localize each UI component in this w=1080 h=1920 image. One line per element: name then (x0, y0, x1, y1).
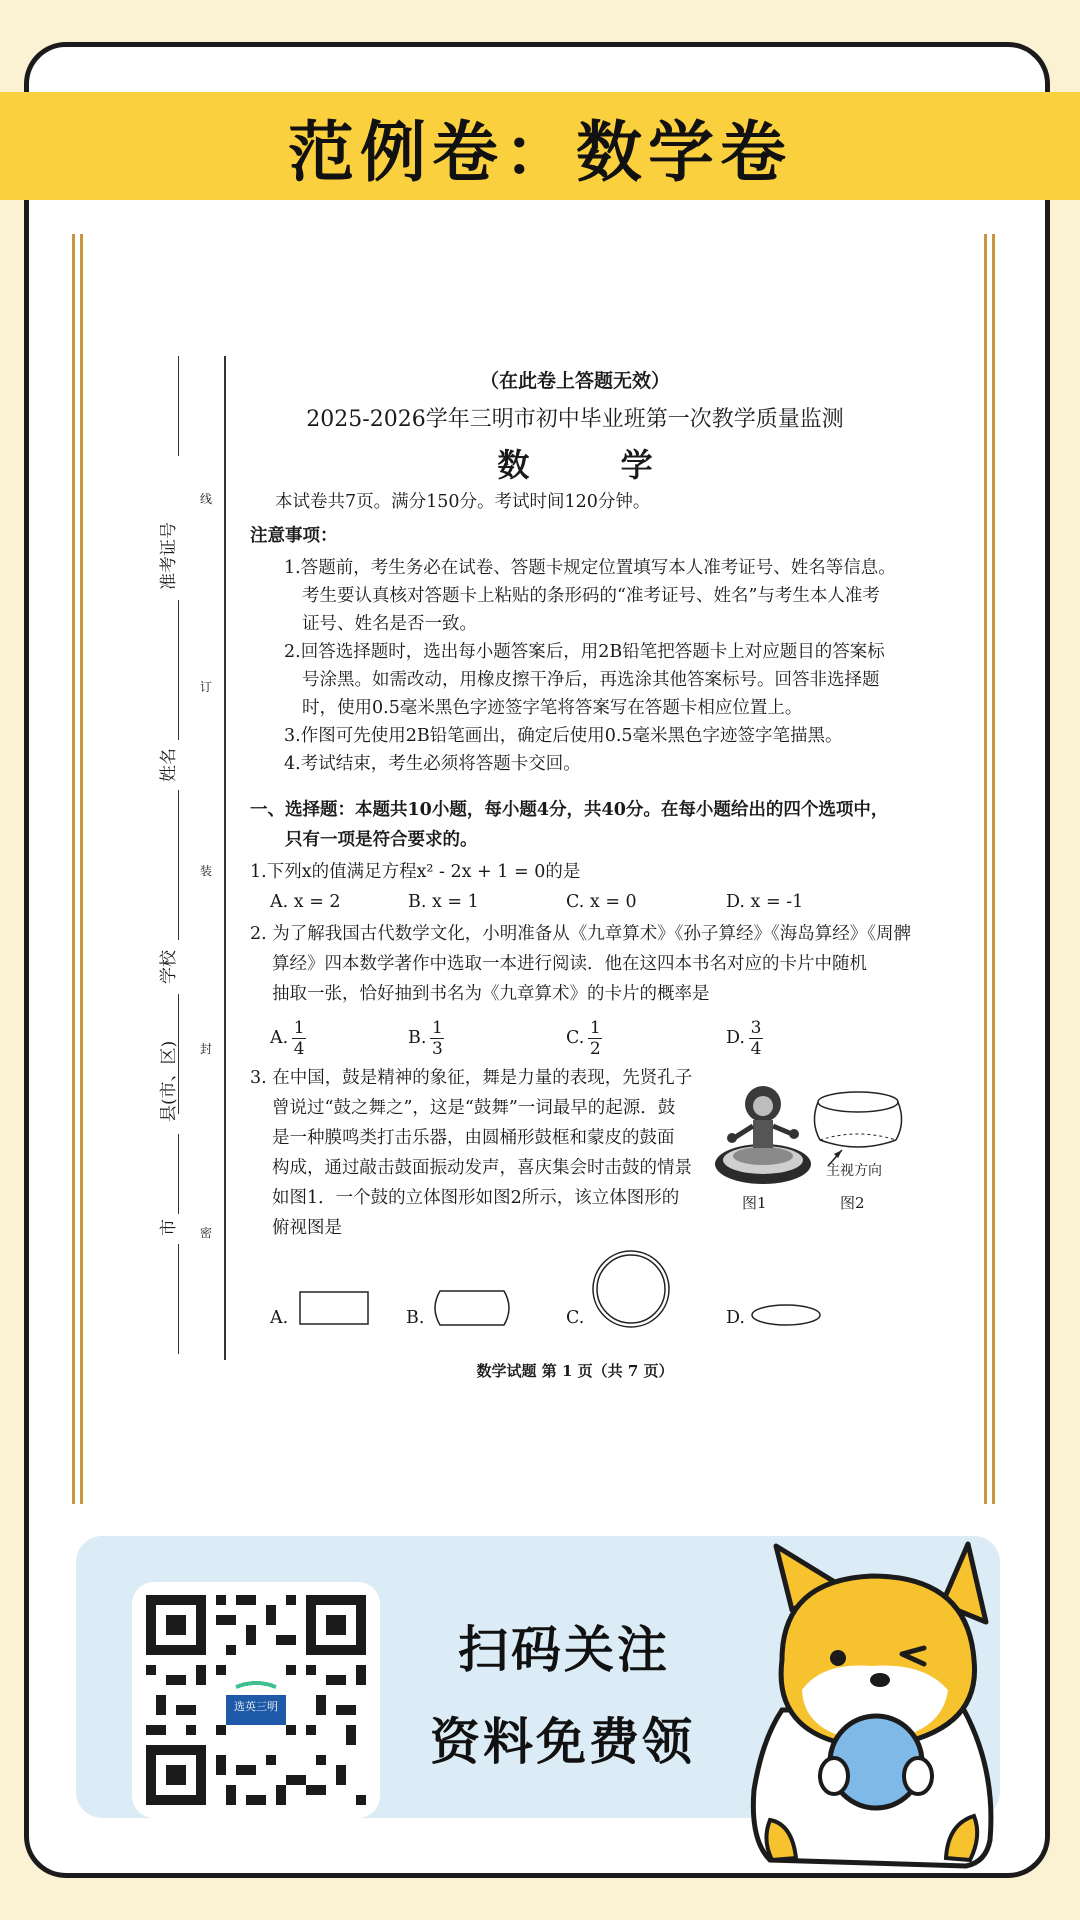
section1-heading: 一、选择题：本题共10小题，每小题4分，共40分。在每小题给出的四个选项中， (250, 800, 889, 820)
invalid-note: （在此卷上答题无效） (479, 370, 670, 392)
view-direction-label: 主视方向 (826, 1163, 882, 1179)
q3-option-c: C. (566, 1308, 585, 1328)
q3-line: 曾说过“鼓之舞之”，这是“鼓舞”一词最早的起源．鼓 (272, 1098, 676, 1118)
q3-option-d-ellipse-icon (750, 1302, 822, 1328)
school-underline (178, 790, 179, 940)
subject-title: 数 学 (497, 446, 693, 484)
q1-option-c: C. x = 0 (566, 892, 637, 912)
ticket-underline (178, 356, 179, 456)
note-line: 证号、姓名是否一致。 (302, 614, 477, 634)
note-line: 4.考试结束，考生必须将答题卡交回。 (284, 754, 581, 774)
mark-mi: 密 (200, 1226, 213, 1240)
q2-line: 算经》四本数学著作中选取一本进行阅读．他在这四本书名对应的卡片中随机 (272, 954, 867, 974)
city-underline-lower (178, 1244, 179, 1354)
figure-2-label: 图2 (840, 1194, 865, 1212)
mark-ding: 订 (200, 680, 213, 694)
city-underline (178, 1134, 179, 1214)
qr-center-label: 选英三明 (234, 1700, 278, 1713)
note-line: 1.答题前，考生务必在试卷、答题卡规定位置填写本人准考证号、姓名等信息。 (284, 558, 896, 578)
banner-title: 范例卷：数学卷 (288, 113, 792, 191)
binding-line (224, 356, 226, 1360)
q2-option-c: C. $\frac{1}{2}$ (566, 1018, 601, 1059)
q2-option-d: D. $\frac{3}{4}$ (726, 1018, 762, 1059)
side-name-label: 姓名 (159, 748, 179, 782)
mark-feng: 封 (200, 1042, 213, 1056)
exam-title: 2025-2026学年三明市初中毕业班第一次教学质量监测 (306, 407, 844, 432)
q3-line: 构成，通过敲击鼓面振动发声，喜庆集会时击鼓的情景 (272, 1158, 692, 1178)
q3-option-d: D. (726, 1308, 745, 1328)
q2-line: 2. 为了解我国古代数学文化，小明准备从《九章算术》《孙子算经》《海岛算经》《周髀 (250, 924, 912, 944)
q3-line: 如图1．一个鼓的立体图形如图2所示，该立体图形的 (272, 1188, 680, 1208)
q3-line: 3. 在中国，鼓是精神的象征，舞是力量的表现，先贤孔子 (250, 1068, 693, 1088)
q1-option-d: D. x = -1 (726, 892, 804, 912)
q3-option-b-barrel-icon (430, 1288, 514, 1328)
note-line: 2.回答选择题时，选出每小题答案后，用2B铅笔把答题卡上对应题目的答案标 (284, 642, 885, 662)
q3-option-a-rectangle-icon (298, 1290, 370, 1326)
q2-option-b: B. $\frac{1}{3}$ (408, 1018, 443, 1059)
mark-xian: 线 (200, 492, 213, 506)
q2-option-a: A. $\frac{1}{4}$ (270, 1018, 305, 1059)
q1-option-b: B. x = 1 (408, 892, 479, 912)
promo-line-2: 资料免费领 (430, 1713, 695, 1771)
side-city-label: 市 (159, 1219, 179, 1236)
promo-line-1: 扫码关注 (458, 1621, 670, 1679)
section1-heading-cont: 只有一项是符合要求的。 (285, 830, 478, 850)
qr-card (132, 1582, 380, 1818)
side-school-label: 学校 (159, 950, 179, 984)
name-underline (178, 600, 179, 740)
q3-line: 是一种膜鸣类打击乐器，由圆桶形鼓框和蒙皮的鼓面 (272, 1128, 675, 1148)
notes-heading: 注意事项： (250, 526, 338, 546)
note-line: 3.作图可先使用2B铅笔画出，确定后使用0.5毫米黑色字迹签字笔描黑。 (284, 726, 843, 746)
figure-1-label: 图1 (742, 1194, 767, 1212)
q2-line: 抽取一张，恰好抽到书名为《九章算术》的卡片的概率是 (272, 984, 710, 1004)
q1-stem: 1.下列x的值满足方程x² - 2x + 1 = 0的是 (250, 862, 581, 882)
side-county-label: 县(市、区) (159, 1040, 179, 1122)
figure-1-drum-icon (708, 1076, 818, 1192)
mark-zhuang: 装 (200, 864, 213, 878)
q3-line: 俯视图是 (272, 1218, 342, 1238)
shiba-dog-mascot-icon (742, 1540, 1004, 1876)
side-ticket-label: 准考证号 (159, 522, 179, 590)
note-line: 号涂黑。如需改动，用橡皮擦干净后，再选涂其他答案标号。回答非选择题 (302, 670, 880, 690)
page-footer: 数学试题 第 1 页（共 7 页） (476, 1362, 674, 1380)
q3-option-c-double-circle-icon (590, 1248, 672, 1330)
note-line: 时，使用0.5毫米黑色字迹签字笔将答案写在答题卡相应位置上。 (302, 698, 803, 718)
note-line: 考生要认真核对答题卡上粘贴的条形码的“准考证号、姓名”与考生本人准考 (302, 586, 880, 606)
exam-intro: 本试卷共7页。满分150分。考试时间120分钟。 (275, 492, 651, 512)
q3-option-a: A. (270, 1308, 289, 1328)
q1-option-a: A. x = 2 (270, 892, 341, 912)
q3-option-b: B. (406, 1308, 425, 1328)
